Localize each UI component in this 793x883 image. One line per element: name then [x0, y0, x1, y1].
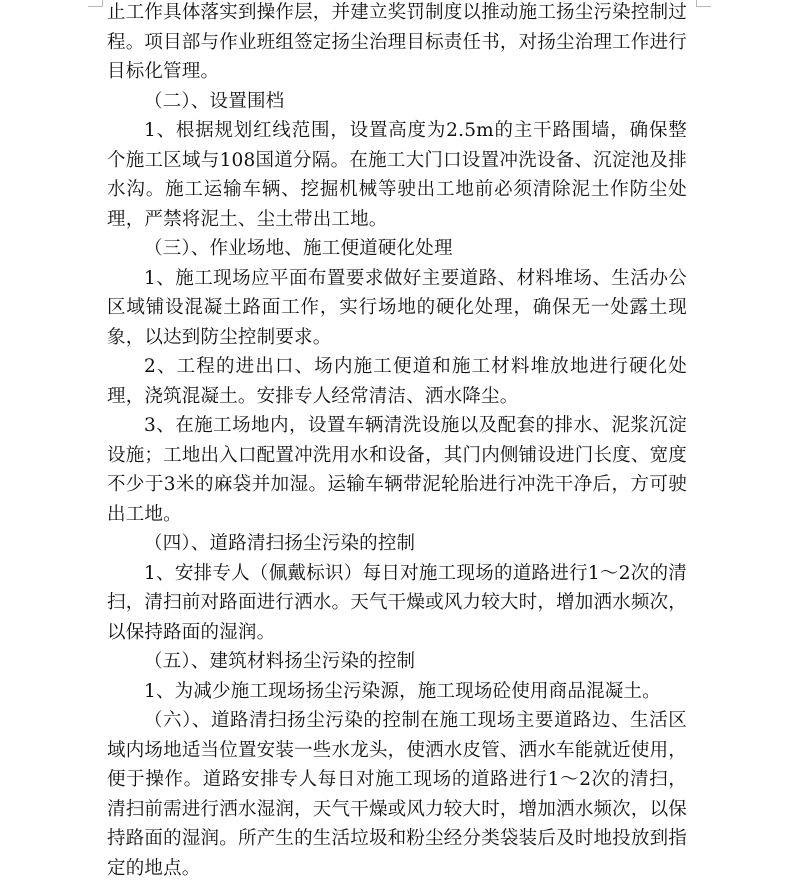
paragraph-materials-1: 1、为减少施工现场扬尘污染源，施工现场砼使用商品混凝土。: [144, 680, 661, 702]
crop-mark-top-left: [88, 0, 103, 7]
paragraph-intro-continuation: 止工作具体落实到操作层，并建立奖罚制度以推动施工扬尘污染控制过程。项目部与作业班组签定扬尘治理目标责任书，对扬尘治理工作进行目标化管理。: [107, 2, 687, 82]
section-heading-materials: （五）、建筑材料扬尘污染的控制: [144, 651, 416, 672]
paragraph-hardening-2: 2、工程的进出口、场内施工便道和施工材料堆放地进行硬化处理，浇筑混凝土。安排专人经常清洁、洒水降尘。: [107, 356, 687, 407]
paragraph-enclosure-1: 1、根据规划红线范围，设置高度为2.5m的主干路围墙，确保整个施工区域与108国道分隔。在施工大门口设置冲洗设备、沉淀池及排水沟。施工运输车辆、挖掘机械等驶出工地前必须清除泥土作防尘处理，严禁将泥土、尘土带出工地。: [107, 120, 687, 230]
document-body: [107, 0, 687, 883]
paragraph-hardening-1: 1、施工现场应平面布置要求做好主要道路、材料堆场、生活办公区域铺设混凝土路面工作，实行场地的硬化处理，确保无一处露土现象，以达到防尘控制要求。: [107, 267, 687, 348]
section-heading-enclosure: （二）、设置围档: [144, 90, 285, 112]
paragraph-hardening-3: 3、在施工场地内，设置车辆清洗设施以及配套的排水、泥浆沉淀设施；工地出入口配置冲洗用水和设备，其门内侧铺设进门长度、宽度不少于3米的麻袋并加湿。运输车辆带泥轮胎进行冲洗干净后，方可驶出工地。: [107, 415, 687, 525]
crop-mark-top-right: [696, 0, 711, 7]
paragraph-section-six: （六）、道路清扫扬尘污染的控制在施工现场主要道路边、生活区域内场地适当位置安装一些水龙头，使洒水皮管、洒水车能就近使用，便于操作。道路安排专人每日对施工现场的道路进行1～2次的清扫，清扫前需进行洒水湿润，天气干燥或风力较大时，增加洒水频次，以保持路面的湿润。所产生的生活垃圾和粉尘经分类袋装后及时地投放到指定的地点。: [107, 710, 687, 879]
section-heading-hardening: （三）、作业场地、施工便道硬化处理: [144, 238, 453, 259]
paragraph-road-sweeping-1: 1、安排专人（佩戴标识）每日对施工现场的道路进行1～2次的清扫，清扫前对路面进行洒水。天气干燥或风力较大时，增加洒水频次，以保持路面的湿润。: [107, 562, 687, 643]
section-heading-road-sweeping: （四）、道路清扫扬尘污染的控制: [144, 533, 416, 554]
